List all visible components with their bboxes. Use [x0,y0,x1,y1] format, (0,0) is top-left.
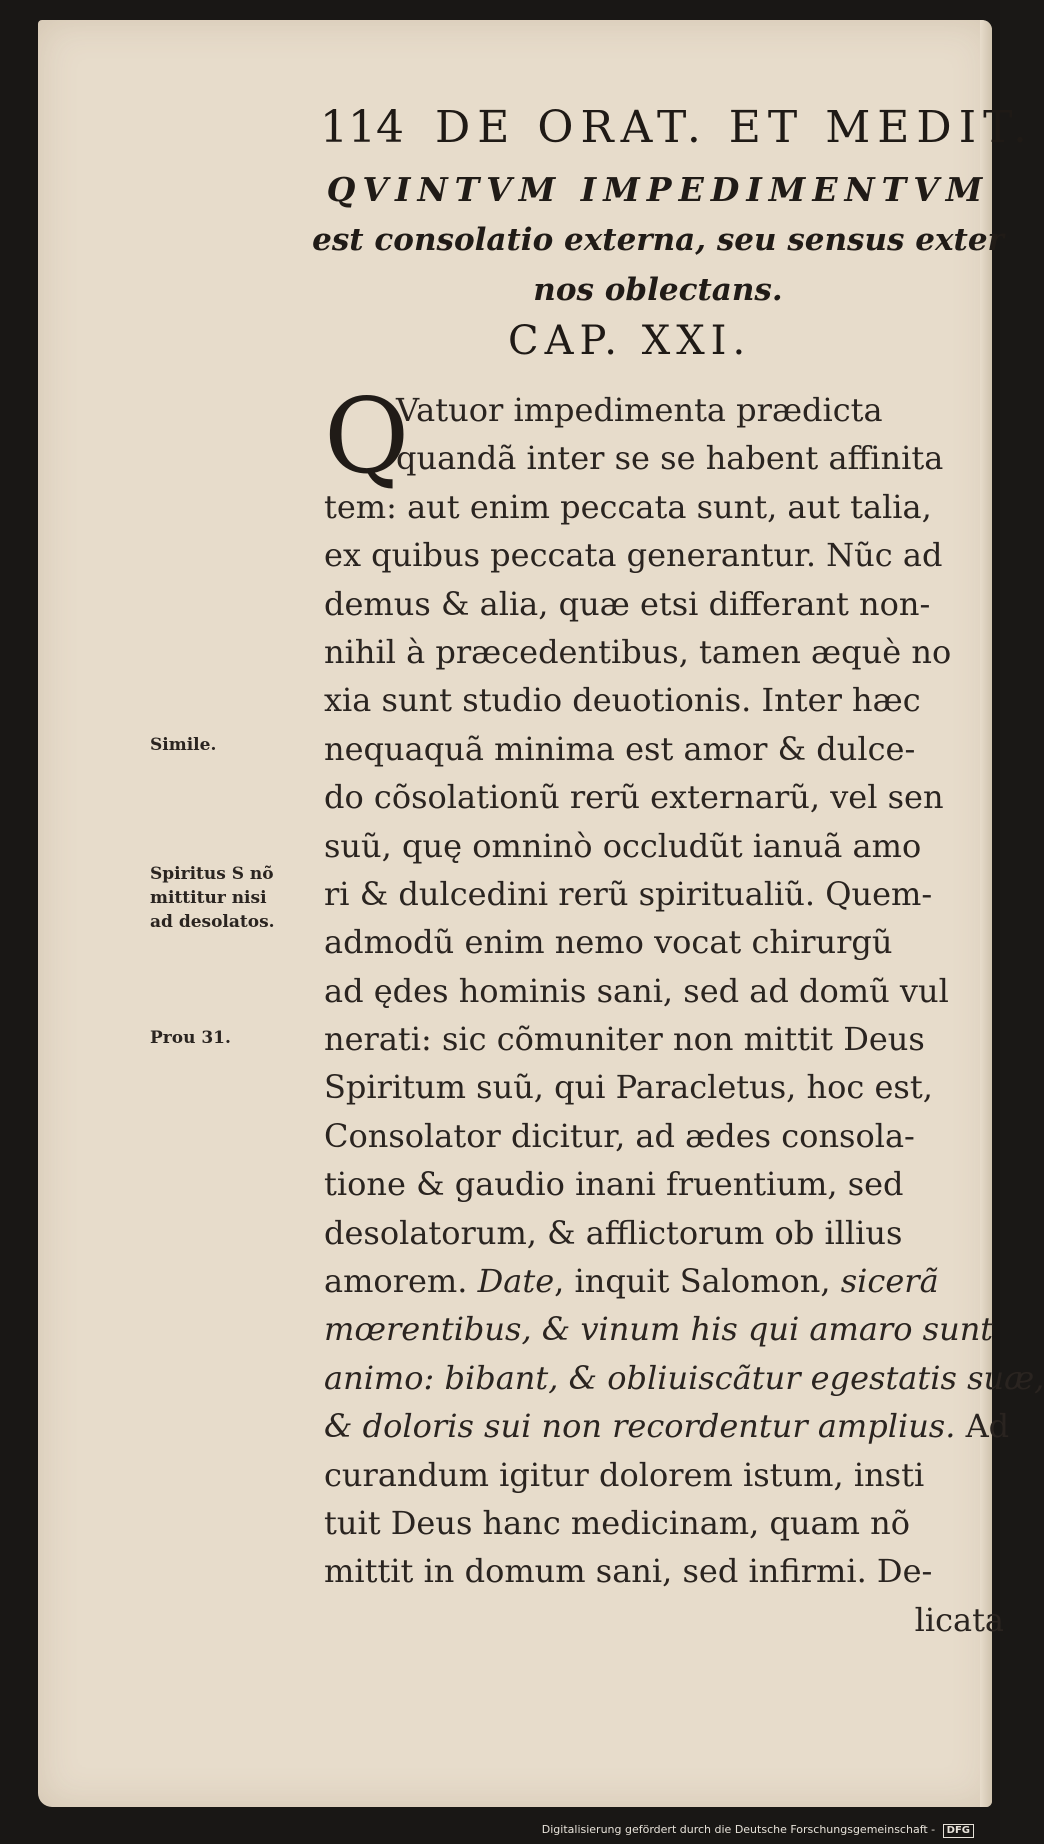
chapter-heading-line-2: est consolatio externa, seu sensus exter [312,222,1004,258]
text-line: tione & gaudio inani fruentium, sed [324,1165,904,1204]
text-line: nihil à præcedentibus, tamen æquè no [324,632,952,671]
quote-attribution: , inquit Salomon, [554,1262,841,1301]
text-line: quandã inter se se habent affinita [396,439,944,478]
page-number: 114 [320,102,404,153]
text-line: ad ędes hominis sani, sed ad domũ vul [324,971,949,1010]
text-after-quote: Ad [955,1407,1010,1446]
chapter-heading-line-3: nos oblectans. [533,272,783,308]
marginal-note-text: mittitur nisi [150,888,267,908]
text-line: suũ, quę omninò occludũt ianuã amo [324,826,922,865]
text-line: nerati: sic cõmuniter non mittit Deus [324,1020,925,1059]
quote-intro-line [324,1257,1004,1305]
catchword: licata [914,1600,1004,1639]
marginal-note-simile [150,733,320,757]
quote-word-date: Date [477,1262,555,1301]
marginal-note-spiritus [150,862,320,934]
drop-cap-initial: Q [324,375,410,497]
text-line: desolatorum, & afflictorum ob illius [324,1213,903,1252]
text-line: ex quibus peccata generantur. Nũc ad [324,536,943,575]
quote-line: mœrentibus, & vinum his qui amaro sunt [324,1310,994,1349]
text-line: mittit in domum sani, sed infirmi. De- [324,1552,933,1591]
digitization-credit [542,1823,974,1838]
quote-intro-text: amorem. [324,1262,478,1301]
text-line: Vatuor impedimenta prædicta [396,391,883,429]
text-line: nequaquã minima est amor & dulce- [324,729,916,768]
marginal-note-text: Simile. [150,735,217,755]
chapter-heading [308,165,1008,315]
text-line: Spiritum suũ, qui Paracletus, hoc est, [324,1068,933,1107]
dfg-logo: DFG [943,1824,974,1838]
text-line: Consolator dicitur, ad ædes consola- [324,1116,915,1155]
text-line: xia sunt studio deuotionis. Inter hæc [324,681,921,720]
marginal-note-proverbs [150,1026,320,1050]
text-line: do cõsolationũ rerũ externarũ, vel sen [324,778,944,817]
quote-start: sicerã [840,1262,939,1301]
credit-text: Digitalisierung gefördert durch die Deutsche Forschungsgemeinschaft - [541,1823,936,1836]
text-line: tuit Deus hanc medicinam, quam nõ [324,1503,911,1542]
marginal-note-text: Prou 31. [150,1028,231,1048]
main-text-block [324,375,1044,1644]
chapter-heading-line-1: QVINTVM IMPEDIMENTVM [326,170,990,209]
text-line: admodũ enim nemo vocat chirurgũ [324,923,893,962]
quote-end-line [324,1402,1010,1450]
text-line: ri & dulcedini rerũ spiritualiũ. Quem- [324,874,933,913]
quote-end-text: & doloris sui non recordentur amplius. [324,1407,956,1446]
book-page [38,20,1044,1807]
marginal-note-text: ad desolatos. [150,912,275,932]
chapter-number: CAP. XXI. [508,318,752,364]
quote-line: animo: bibant, & obliuiscãtur egestatis suæ, [324,1358,1044,1397]
marginal-note-text: Spiritus S nõ [150,864,274,884]
running-head [320,102,1034,153]
text-line: demus & alia, quæ etsi differant non- [324,584,931,623]
text-line: curandum igitur dolorem istum, insti [324,1455,925,1494]
text-line: tem: aut enim peccata sunt, aut talia, [324,487,932,526]
running-title: DE ORAT. ET MEDIT. [434,102,1034,153]
